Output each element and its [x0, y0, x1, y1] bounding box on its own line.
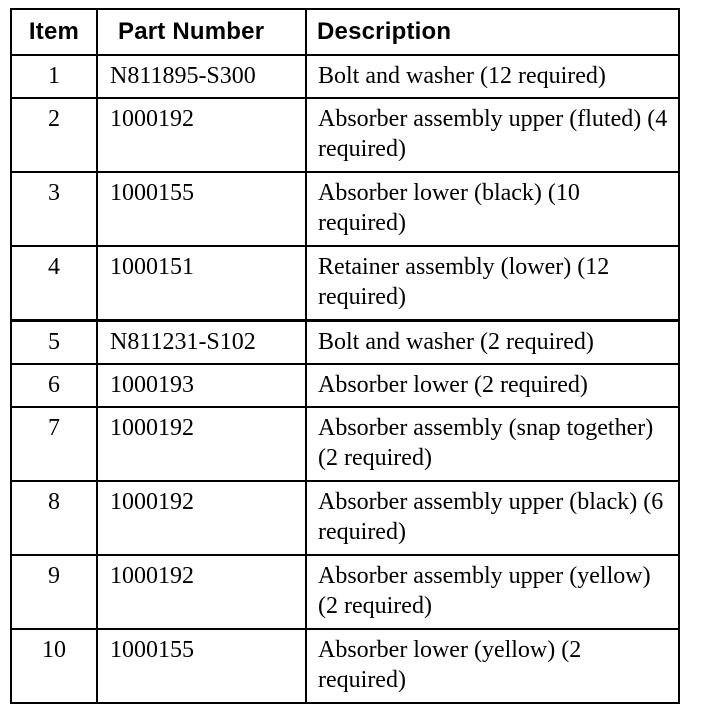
cell-description: Absorber lower (2 required) — [306, 364, 679, 407]
table-row — [11, 321, 679, 365]
cell-part-number: 1000192 — [97, 555, 306, 629]
cell-part-number: 1000192 — [97, 98, 306, 172]
cell-item: 7 — [11, 407, 97, 481]
cell-item: 10 — [11, 629, 97, 703]
cell-item: 1 — [11, 55, 97, 98]
cell-item: 9 — [11, 555, 97, 629]
header-row — [11, 9, 679, 55]
header-description: Description — [306, 9, 679, 55]
cell-item: 6 — [11, 364, 97, 407]
table-body — [11, 55, 679, 703]
cell-description: Retainer assembly (lower) (12 required) — [306, 246, 679, 321]
header-part-number: Part Number — [97, 9, 306, 55]
cell-part-number: 1000192 — [97, 481, 306, 555]
cell-part-number: N811895-S300 — [97, 55, 306, 98]
table-row — [11, 481, 679, 555]
cell-item: 8 — [11, 481, 97, 555]
table-row — [11, 55, 679, 98]
cell-item: 5 — [11, 321, 97, 365]
cell-description: Absorber assembly upper (black) (6 required) — [306, 481, 679, 555]
table-row — [11, 246, 679, 321]
cell-part-number: 1000155 — [97, 629, 306, 703]
cell-description: Bolt and washer (2 required) — [306, 321, 679, 365]
table-row — [11, 98, 679, 172]
cell-part-number: 1000155 — [97, 172, 306, 246]
cell-description: Bolt and washer (12 required) — [306, 55, 679, 98]
cell-item: 2 — [11, 98, 97, 172]
cell-description: Absorber lower (yellow) (2 required) — [306, 629, 679, 703]
table-row — [11, 407, 679, 481]
parts-table — [10, 8, 680, 704]
cell-item: 3 — [11, 172, 97, 246]
cell-item: 4 — [11, 246, 97, 321]
cell-part-number: N811231-S102 — [97, 321, 306, 365]
cell-description: Absorber assembly upper (fluted) (4 required) — [306, 98, 679, 172]
table-row — [11, 364, 679, 407]
header-item: Item — [11, 9, 97, 55]
table-header — [11, 9, 679, 55]
cell-description: Absorber assembly upper (yellow) (2 required) — [306, 555, 679, 629]
cell-part-number: 1000193 — [97, 364, 306, 407]
cell-part-number: 1000151 — [97, 246, 306, 321]
table-row — [11, 555, 679, 629]
cell-description: Absorber assembly (snap together) (2 required) — [306, 407, 679, 481]
cell-part-number: 1000192 — [97, 407, 306, 481]
table-row — [11, 172, 679, 246]
cell-description: Absorber lower (black) (10 required) — [306, 172, 679, 246]
